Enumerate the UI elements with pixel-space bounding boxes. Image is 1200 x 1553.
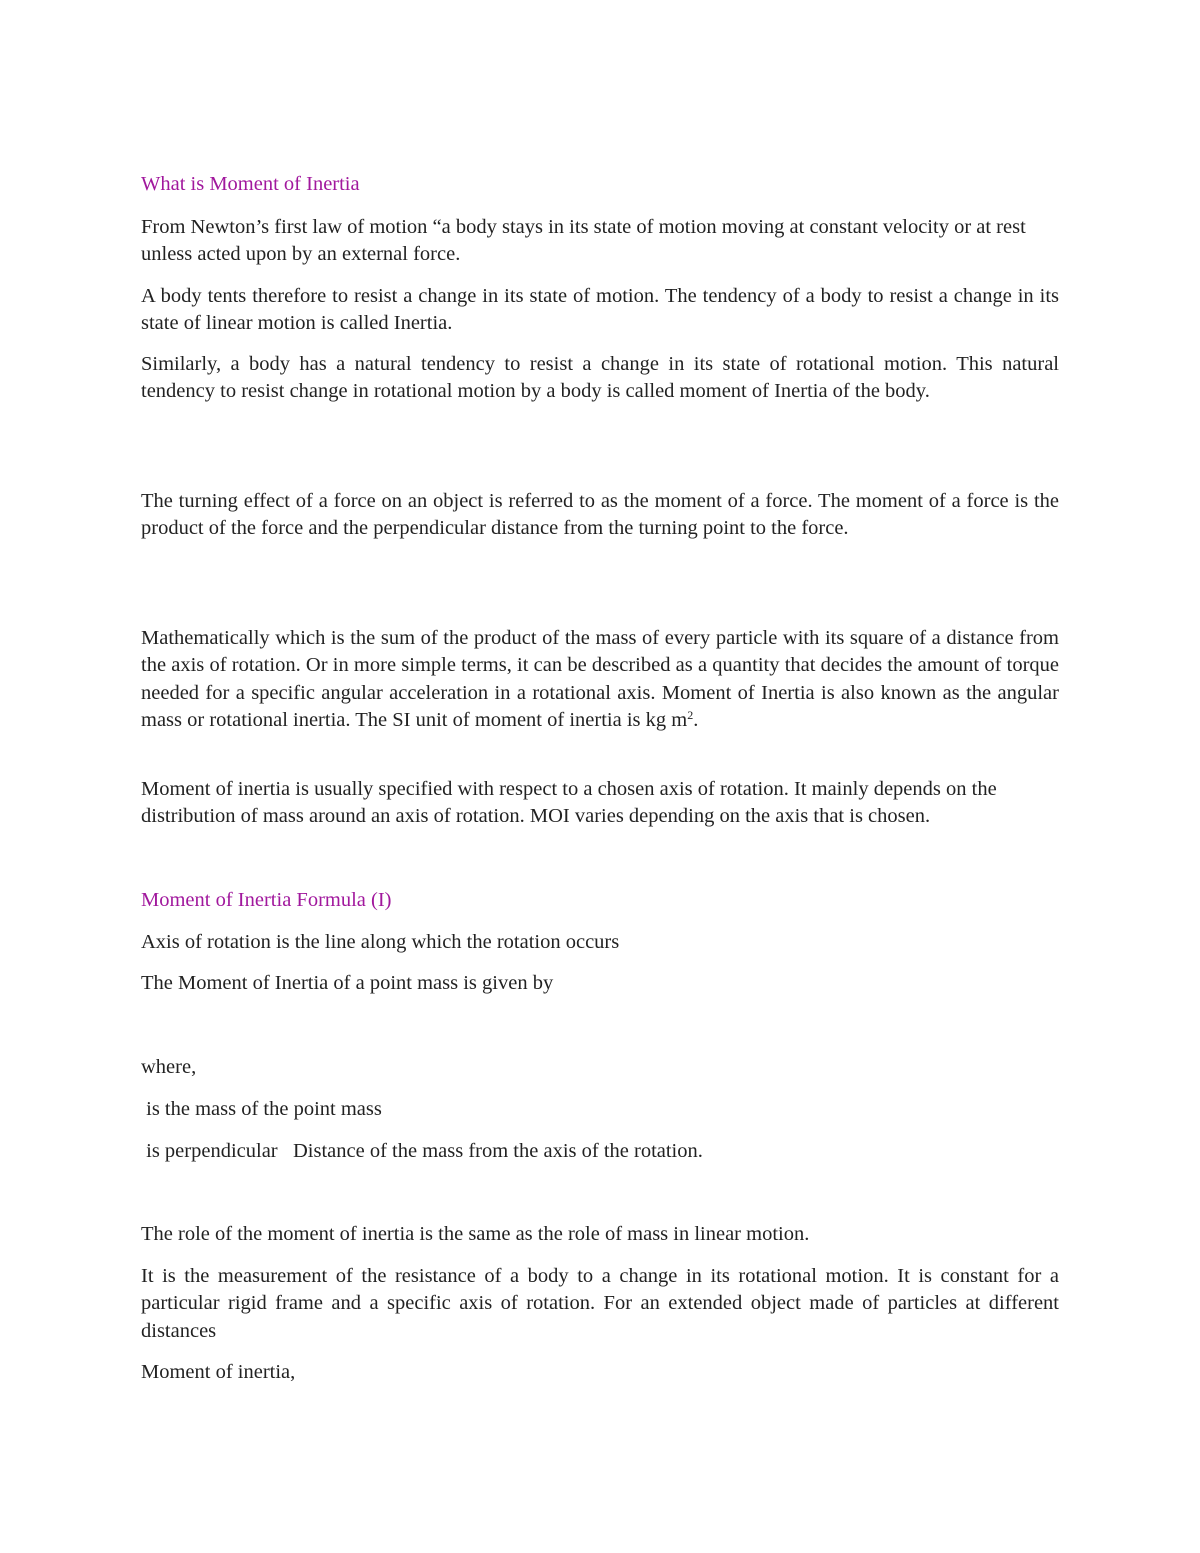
paragraph-moment-of-inertia-label: Moment of inertia, [141, 1361, 296, 1383]
unit-superscript: 2 [687, 707, 694, 722]
paragraph-mathematical-definition-end: . [693, 708, 699, 731]
paragraph-axis-of-rotation: Axis of rotation is the line along which the rotation occurs [141, 931, 620, 953]
paragraph-where: where, [141, 1056, 197, 1078]
heading-what-is-moment-of-inertia: What is Moment of Inertia [141, 173, 360, 195]
paragraph-moment-of-force: The turning effect of a force on an object is referred to as the moment of a force. The moment of a force is the product of the force and the perpendicular distance from the turning point to the force. [141, 490, 1059, 540]
paragraph-point-mass: The Moment of Inertia of a point mass is given by [141, 972, 554, 994]
paragraph-distance-definition: is perpendicular Distance of the mass from the axis of the rotation. [141, 1140, 703, 1162]
heading-formula: Moment of Inertia Formula (I) [141, 889, 392, 911]
paragraph-newton-first-law: From Newton’s first law of motion “a body stays in its state of motion moving at constant velocity or at rest unless acted upon by an external force. [141, 216, 1026, 266]
paragraph-role-of-moment: The role of the moment of inertia is the same as the role of mass in linear motion. [141, 1223, 810, 1245]
paragraph-resistance-measurement: It is the measurement of the resistance of a body to a change in its rotational motion. It is constant for a particular rigid frame and a specific axis of rotation. For an extended object made of particles at different distances [141, 1265, 1059, 1342]
paragraph-mathematical-definition-text: Mathematically which is the sum of the product of the mass of every particle with its square of a distance from the axis of rotation. Or in more simple terms, it can be described as a quantity that decides the amount of torque needed for a specific angular acceleration in a rotational axis. Moment of Inertia is also known as the angular mass or rotational inertia. The SI unit of moment of inertia is kg m [141, 627, 1059, 731]
paragraph-linear-inertia: A body tents therefore to resist a change in its state of motion. The tendency of a body to resist a change in its state of linear motion is called Inertia. [141, 285, 1059, 335]
paragraph-mass-definition: is the mass of the point mass [141, 1098, 382, 1120]
paragraph-rotational-inertia: Similarly, a body has a natural tendency to resist a change in its state of rotational motion. This natural tendency to resist change in rotational motion by a body is called moment of Inertia of the body. [141, 353, 1059, 403]
paragraph-mathematical-definition [141, 625, 1059, 734]
paragraph-axis-dependence: Moment of inertia is usually specified with respect to a chosen axis of rotation. It mainly depends on the distribution of mass around an axis of rotation. MOI varies depending on the axis that is chosen. [141, 778, 997, 828]
